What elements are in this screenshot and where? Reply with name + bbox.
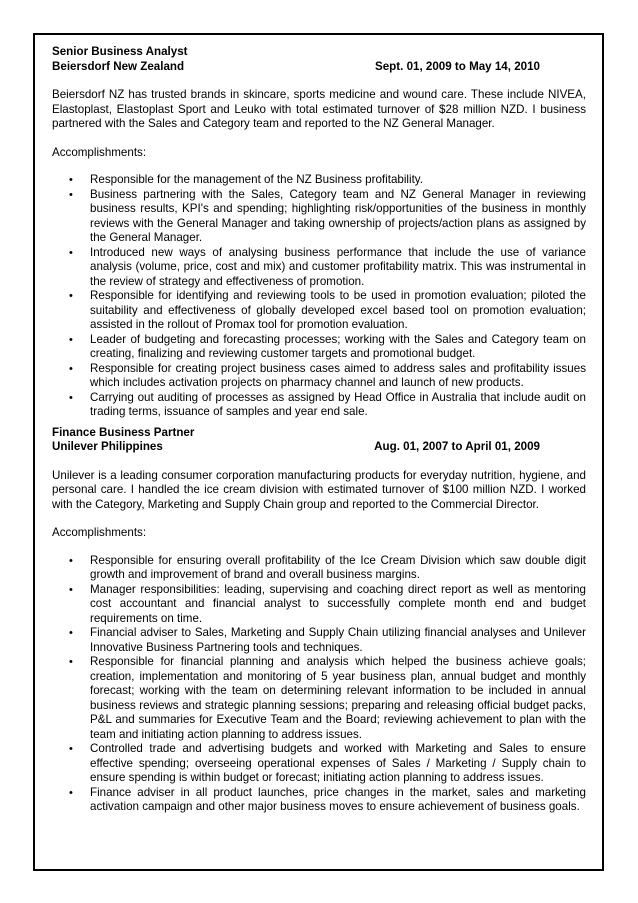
list-item: • Responsible for the management of the NZ Business profitability. [69,173,423,186]
list-item: • Financial adviser to Sales, Marketing and Supply Chain utilizing financial analyses and Unilever Innovative Business Partnering tools and techniques. [69,626,586,654]
job-section-unilever [52,426,586,815]
accomplishments-label: Accomplishments: [52,526,147,539]
bullet-icon: • [69,656,73,668]
job-section-beiersdorf [52,45,586,420]
job-company-row [52,60,586,75]
bullet-icon: • [69,246,73,259]
list-item: • Responsible for creating project business cases aimed to address sales and profitability issues which includes activation projects on pharmacy channel and launch of new products. [69,361,586,389]
list-item: • Finance adviser in all product launches, price changes in the market, sales and marketing activation campaign and other major business moves to ensure achievement of business goals. [69,785,586,813]
bullet-icon: • [69,627,73,639]
bullet-icon: • [69,188,73,201]
accomplishments-list [52,173,586,420]
job-company: Unilever Philippines [52,440,163,453]
job-title: Finance Business Partner [52,425,195,439]
bullet-icon: • [69,362,73,375]
list-item: • Introduced new ways of analysing business performance that include the use of variance analysis (volume, price, cost and mix) and customer profitability matrix. This was instrumental in the review of strategy and effectiveness of promotion. [69,245,586,288]
job-dates: Sept. 01, 2009 to May 14, 2010 [375,59,540,73]
job-description: Unilever is a leading consumer corporation manufacturing products for everyday nutrition, hygiene, and personal care. I handled the ice cream division with estimated turnover of $100 million NZD. I worked with the Category, Marketing and Supply Chain group and reported to the Commercial Director. [52,468,586,511]
bullet-icon: • [69,583,73,596]
job-title: Senior Business Analyst [52,45,188,58]
bullet-icon: • [69,786,73,799]
list-item: • Leader of budgeting and forecasting processes; working with the Sales and Category team on creating, finalizing and reviewing customer targets and promotional budget. [69,332,586,360]
bullet-icon: • [69,743,73,755]
list-item: • Carrying out auditing of processes as assigned by Head Office in Australia that include audit on trading terms, issuance of samples and year end sale. [69,390,586,418]
accomplishments-list [52,554,586,815]
job-company: Beiersdorf New Zealand [52,59,185,73]
resume-content [52,45,586,815]
list-item: • Manager responsibilities: leading, supervising and coaching direct report as well as mentoring cost accountant and financial analyst to successfully complete month end and budget requirements on time. [69,582,586,625]
list-item: • Responsible for ensuring overall profitability of the Ice Cream Division which saw double digit growth and improvement of brand and overall business margins. [69,553,586,581]
list-item: • Business partnering with the Sales, Category team and NZ General Manager in reviewing business results, KPI's and spending; highlighting risk/opportunities of the business in monthly reviews with the General Manager and taking ownership of projects/action plans as assigned by the General Manager. [69,187,586,244]
list-item: • Responsible for financial planning and analysis which helped the business achieve goals; creation, implementation and monitoring of 5 year business plan, annual budget and monthly forecast; working with the team on determining relevant information to be included in annual business reviews and strategic planning sessions; preparing and releasing official budget packs, P&L and summaries for Executive Team and the Board; reviewing achievement to plan with the team and initiating action planning to address issues. [69,655,586,741]
job-company-row [52,440,586,455]
bullet-icon: • [69,333,73,346]
bullet-icon: • [69,554,73,567]
bullet-icon: • [69,174,73,186]
list-item: • Responsible for identifying and reviewing tools to be used in promotion evaluation; piloted the suitability and effectiveness of globally developed excel based tool on promotion evaluation; assisted in the rollout of Promax tool for promotion evaluation. [69,289,586,331]
bullet-icon: • [69,290,73,302]
job-description: Beiersdorf NZ has trusted brands in skincare, sports medicine and wound care. These include NIVEA, Elastoplast, Elastoplast Sport and Leuko with total estimated turnover of $28 million NZD. I business partnered with the Sales and Category team and reported to the NZ General Manager. [52,88,586,130]
bullet-icon: • [69,391,73,404]
job-dates: Aug. 01, 2007 to April 01, 2009 [374,440,540,453]
accomplishments-label: Accomplishments: [52,145,147,159]
list-item: • Controlled trade and advertising budgets and worked with Marketing and Sales to ensure effective spending; overseeing operational expenses of Sales / Marketing / Supply chain to ensure spending is within budget or forecast; initiating action planning to address issues. [69,742,586,784]
